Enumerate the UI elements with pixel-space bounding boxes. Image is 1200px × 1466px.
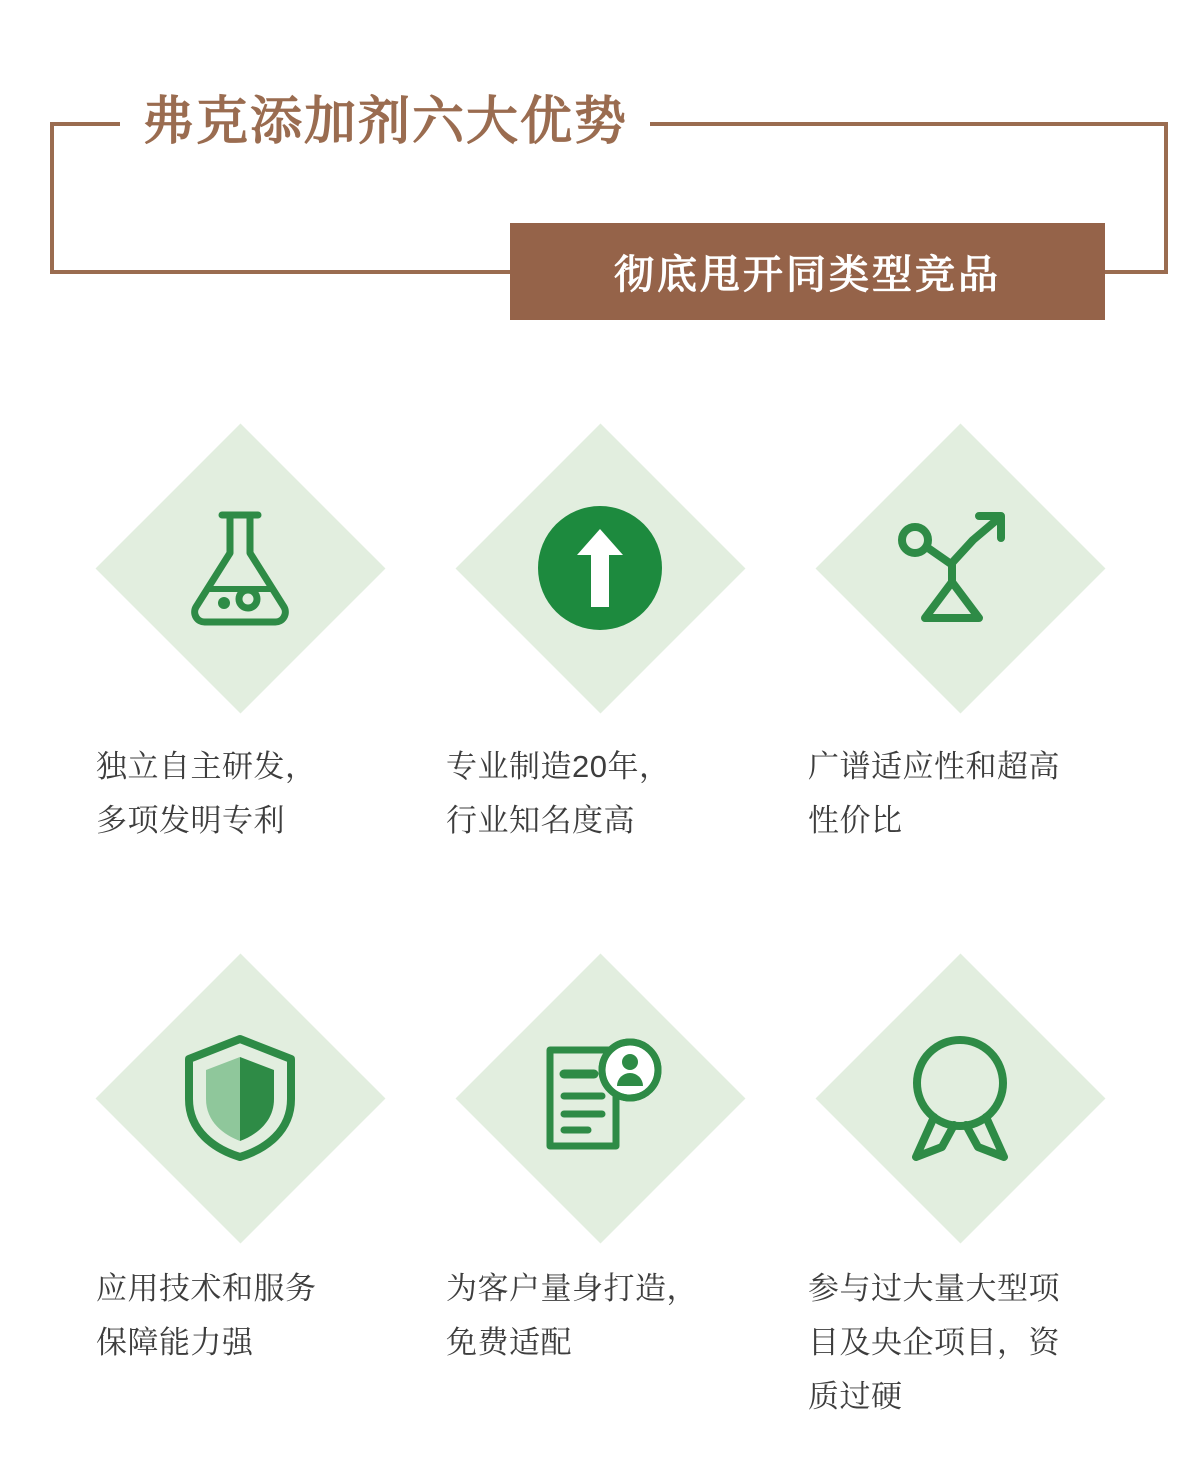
growth-chart-icon <box>880 488 1040 648</box>
feature-caption-line: 免费适配 <box>446 1325 572 1360</box>
shield-icon <box>160 1018 320 1178</box>
feature-caption <box>60 740 420 848</box>
feature-caption <box>60 1262 420 1370</box>
feature-caption-line: 应用技术和服务 <box>96 1271 317 1306</box>
feature-icon-diamond <box>90 948 390 1248</box>
feature-caption <box>420 1262 780 1370</box>
feature-icon-diamond <box>810 418 1110 718</box>
feature-card <box>780 400 1140 930</box>
feature-caption-line: 为客户量身打造， <box>446 1271 698 1306</box>
feature-caption <box>420 740 780 848</box>
feature-card <box>420 930 780 1460</box>
header-badge <box>510 223 1105 320</box>
feature-icon-diamond <box>450 418 750 718</box>
feature-caption-line: 保障能力强 <box>96 1325 254 1360</box>
feature-grid <box>60 400 1140 1460</box>
feature-caption <box>780 740 1140 848</box>
feature-caption-line: 质过硬 <box>808 1379 903 1414</box>
feature-caption-line: 多项发明专利 <box>96 803 285 838</box>
feature-caption-line: 独立自主研发， <box>96 749 317 784</box>
feature-icon-diamond <box>450 948 750 1248</box>
feature-card <box>420 400 780 930</box>
page-title: 弗克添加剂六大优势 <box>120 88 650 156</box>
arrow-up-circle-icon <box>520 488 680 648</box>
feature-card <box>60 400 420 930</box>
feature-caption-line: 行业知名度高 <box>446 803 635 838</box>
feature-icon-diamond <box>90 418 390 718</box>
feature-caption-line: 目及央企项目，资 <box>808 1325 1060 1360</box>
feature-caption <box>780 1262 1140 1424</box>
feature-card <box>780 930 1140 1460</box>
feature-caption-line: 专业制造20年， <box>446 749 671 784</box>
flask-icon <box>160 488 320 648</box>
feature-caption-line: 广谱适应性和超高 <box>808 749 1060 784</box>
feature-caption-line: 性价比 <box>808 803 903 838</box>
feature-caption-line: 参与过大量大型项 <box>808 1271 1060 1306</box>
document-user-icon <box>520 1018 680 1178</box>
medal-icon <box>880 1018 1040 1178</box>
feature-card <box>60 930 420 1460</box>
feature-icon-diamond <box>810 948 1110 1248</box>
header-badge-label: 彻底甩开同类型竞品 <box>614 253 1001 297</box>
